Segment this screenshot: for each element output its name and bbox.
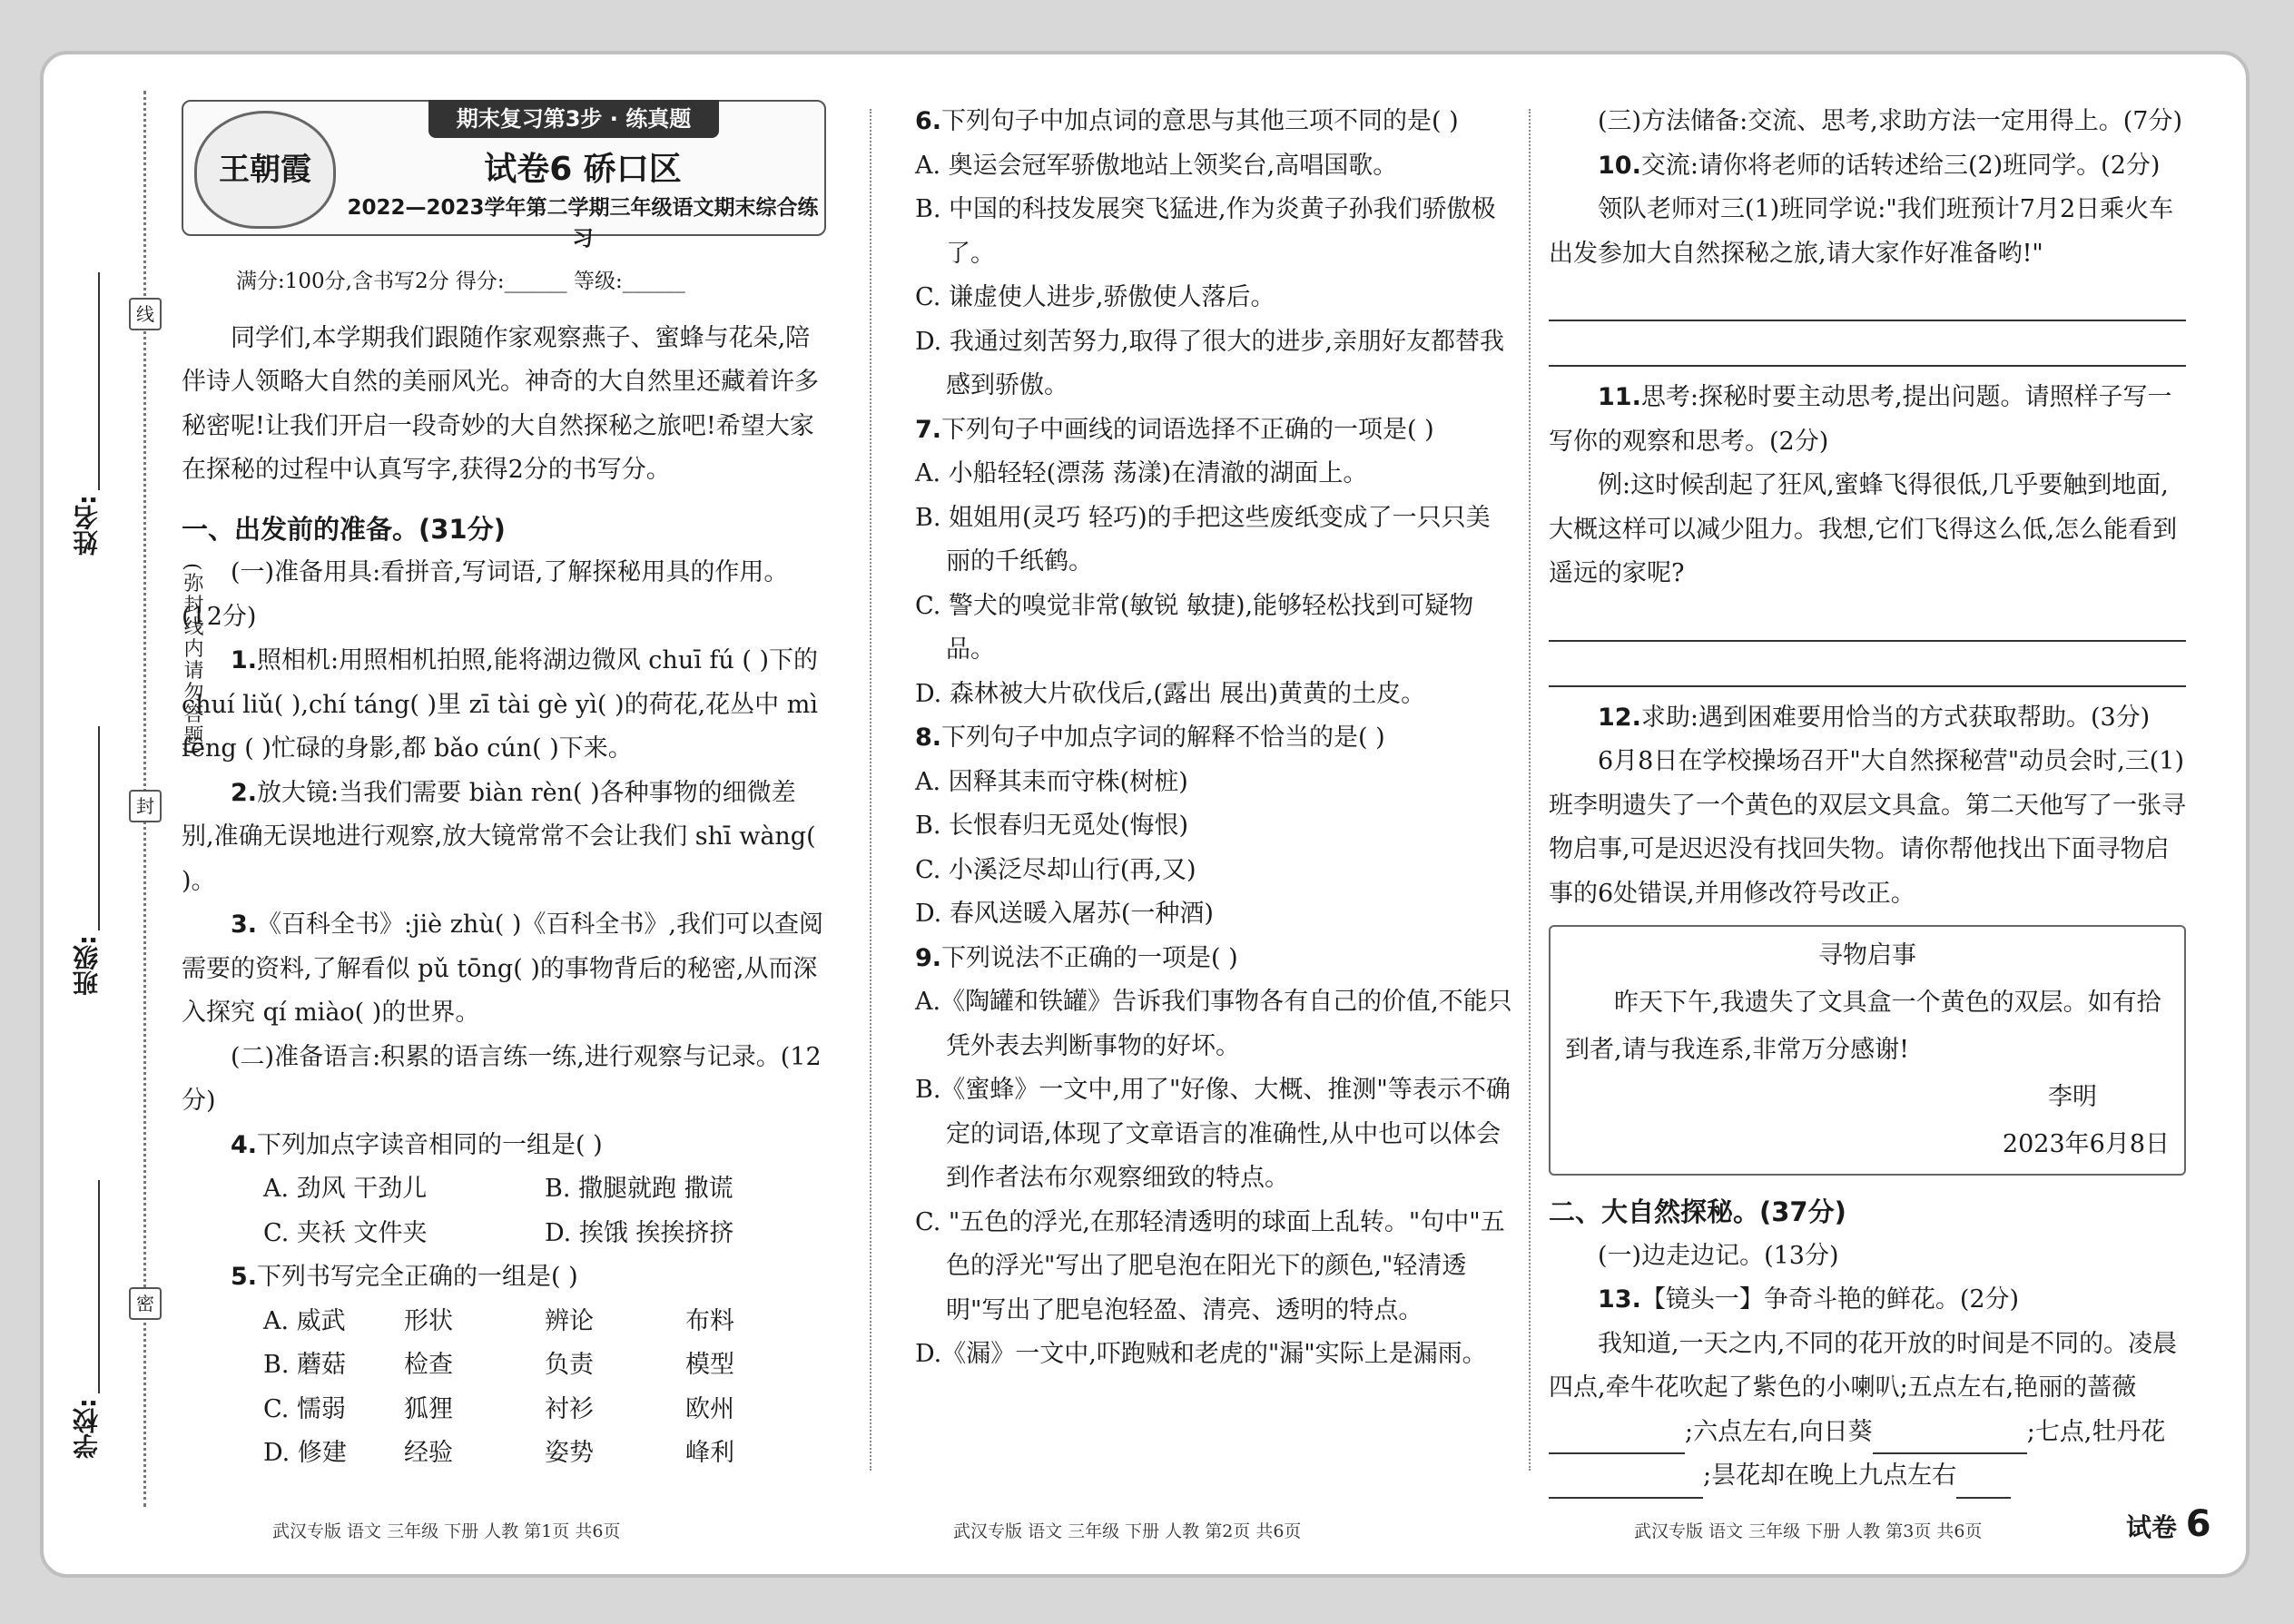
paper-number-badge: 试卷 6	[2126, 1503, 2211, 1545]
seal-mark-mi: 密	[129, 1287, 162, 1320]
q5-cell[interactable]: B. 蘑菇	[263, 1351, 347, 1379]
question-4-options	[182, 1167, 826, 1255]
q5-cell: 峰利	[685, 1439, 734, 1467]
q7-option-b[interactable]: B. 姐姐用(灵巧 轻巧)的手把这些废纸变成了一只只美丽的千纸鹤。	[915, 503, 1491, 576]
q7-option-d[interactable]: D. 森林被大片砍伐后,(露出 展出)黄黄的土皮。	[915, 679, 1426, 708]
answer-line[interactable]	[1549, 642, 2186, 687]
q5-cell: 布料	[685, 1306, 734, 1335]
question-5-options	[182, 1300, 826, 1476]
question-13: 13.【镜头一】争奇斗艳的鲜花。(2分)	[1598, 1285, 2020, 1314]
question-4: 4.下列加点字读音相同的一组是( )	[231, 1130, 603, 1159]
question-11-example: 例:这时候刮起了狂风,蜜蜂飞得很低,几乎要触到地面,大概这样可以减少阻力。我想,它们飞得这么低,怎么能看到遥远的家呢?	[1549, 471, 2178, 587]
question-10-text: 领队老师对三(1)班同学说:"我们班预计7月2日乘火车出发参加大自然探秘之旅,请大家作好准备哟!"	[1549, 195, 2174, 268]
question-5: 5.下列书写完全正确的一组是( )	[231, 1263, 578, 1291]
class-label: 班级:	[72, 935, 102, 997]
q5-cell[interactable]: A. 威武	[263, 1306, 346, 1335]
page-footer-3: 武汉专版 语文 三年级 下册 人教 第3页 共6页	[1634, 1521, 1983, 1541]
q7-option-a[interactable]: A. 小船轻轻(漂荡 荡漾)在清澈的湖面上。	[915, 459, 1368, 487]
question-9: 9.下列说法不正确的一项是( )	[915, 943, 1238, 972]
q9-option-c[interactable]: C. "五色的浮光,在那轻清透明的球面上乱转。"句中"五色的浮光"写出了肥皂泡在阳光下的颜色,"轻清透明"写出了肥皂泡轻盈、清亮、透明的特点。	[915, 1207, 1505, 1324]
q5-cell: 负责	[545, 1351, 594, 1379]
part-a-title: (一)边走边记。(13分)	[1598, 1241, 1839, 1270]
score-meta: 满分:100分,含书写2分 得分:______ 等级:______	[236, 270, 685, 293]
question-12: 12.求助:遇到困难要用恰当的方式获取帮助。(3分)	[1598, 703, 2151, 732]
binding-strip	[69, 91, 203, 1507]
class-field[interactable]	[98, 726, 100, 930]
question-10: 10.交流:请你将老师的话转述给三(2)班同学。(2分)	[1598, 151, 2161, 180]
review-banner: 期末复习第3步 · 练真题	[428, 100, 719, 138]
question-8: 8.下列句子中加点字词的解释不恰当的是( )	[915, 723, 1385, 752]
q4-option-d[interactable]: D. 挨饿 挨挨挤挤	[545, 1218, 734, 1247]
q4-option-a[interactable]: A. 劲风 干劲儿	[263, 1175, 428, 1203]
answer-line[interactable]	[1549, 596, 2186, 642]
question-13-text[interactable]: 我知道,一天之内,不同的花开放的时间是不同的。凌晨四点,牵牛花吹起了紫色的小喇叭;五点左右,艳丽的蔷薇;六点左右,向日葵 ;七点,牡丹花;昙花却在晚上九点左右	[1549, 1323, 2186, 1499]
q5-cell[interactable]: D. 修建	[263, 1439, 347, 1467]
q5-cell: 形状	[404, 1306, 453, 1335]
seal-note: (弥封线内请勿答题)	[181, 563, 203, 757]
page-footer-2: 武汉专版 语文 三年级 下册 人教 第2页 共6页	[953, 1521, 1302, 1541]
question-6: 6.下列句子中加点词的意思与其他三项不同的是( )	[915, 107, 1459, 135]
page-footer-1: 武汉专版 语文 三年级 下册 人教 第1页 共6页	[272, 1521, 621, 1541]
paper-title: 试卷6 硚口区	[484, 151, 682, 188]
q6-option-b[interactable]: B. 中国的科技发展突飞猛进,作为炎黄子孙我们骄傲极了。	[915, 195, 1496, 268]
notice-signer: 李明	[2048, 1083, 2097, 1111]
part-3-title: (三)方法储备:交流、思考,求助方法一定用得上。(7分)	[1598, 107, 2182, 135]
q5-cell: 姿势	[545, 1439, 594, 1467]
q8-option-b[interactable]: B. 长恨春归无觅处(悔恨)	[915, 812, 1189, 840]
q8-option-a[interactable]: A. 因释其耒而守株(树桩)	[915, 767, 1188, 796]
seal-mark-feng: 封	[129, 790, 162, 822]
column-3	[1549, 100, 2186, 1499]
question-11: 11.思考:探秘时要主动思考,提出问题。请照样子写一写你的观察和思考。(2分)	[1549, 383, 2172, 456]
brand-logo: 王朝霞	[194, 111, 336, 229]
answer-line[interactable]	[1549, 321, 2186, 367]
q6-option-d[interactable]: D. 我通过刻苦努力,取得了很大的进步,亲朋好友都替我感到骄傲。	[915, 327, 1505, 399]
q5-cell: 衬衫	[545, 1394, 594, 1423]
q5-cell: 狐狸	[404, 1394, 453, 1423]
column-1	[182, 100, 826, 1476]
column-divider	[870, 109, 871, 1471]
question-3[interactable]: 3.《百科全书》:jiè zhù( )《百科全书》,我们可以查阅需要的资料,了解看似 pǔ tōng( )的事物背后的秘密,从而深入探究 qí miào( )的世界。	[182, 910, 823, 1027]
school-label: 学校:	[72, 1398, 102, 1460]
q6-option-a[interactable]: A. 奥运会冠军骄傲地站上领奖台,高唱国歌。	[915, 151, 1398, 180]
part-2-title: (二)准备语言:积累的语言练一练,进行观察与记录。(12分)	[182, 1042, 822, 1115]
notice-title: 寻物启事	[1818, 941, 1916, 969]
question-7: 7.下列句子中画线的词语选择不正确的一项是( )	[915, 415, 1434, 444]
name-field[interactable]	[98, 272, 100, 490]
section-2-title: 二、大自然探秘。(37分)	[1549, 1196, 1846, 1227]
q9-option-d[interactable]: D.《漏》一文中,吓跑贼和老虎的"漏"实际上是漏雨。	[915, 1340, 1487, 1368]
q5-cell: 模型	[685, 1351, 734, 1379]
q5-cell: 检查	[404, 1351, 453, 1379]
lost-notice-box	[1549, 925, 2186, 1176]
paper-subtitle: 2022—2023学年第二学期三年级语文期末综合练习	[347, 196, 819, 251]
section-1-title: 一、出发前的准备。(31分)	[182, 513, 506, 545]
q9-option-b[interactable]: B.《蜜蜂》一文中,用了"好像、大概、推测"等表示不确定的词语,体现了文章语言的准确性,从中也可以体会到作者法布尔观察细致的特点。	[915, 1076, 1511, 1192]
intro-paragraph: 同学们,本学期我们跟随作家观察燕子、蜜蜂与花朵,陪伴诗人领略大自然的美丽风光。神奇的大自然里还藏着许多秘密呢!让我们开启一段奇妙的大自然探秘之旅吧!希望大家在探秘的过程中认真写字,获得2分的书写分。	[182, 323, 819, 484]
notice-body[interactable]: 昨天下午,我遗失了文具盒一个黄色的双层。如有拾到者,请与我连系,非常万分感谢!	[1565, 989, 2161, 1064]
answer-line[interactable]	[1549, 276, 2186, 321]
q5-cell: 经验	[404, 1439, 453, 1467]
school-field[interactable]	[98, 1180, 100, 1393]
q9-option-a[interactable]: A.《陶罐和铁罐》告诉我们事物各有自己的价值,不能只凭外表去判断事物的好坏。	[915, 988, 1512, 1060]
q7-option-c[interactable]: C. 警犬的嗅觉非常(敏锐 敏捷),能够轻松找到可疑物品。	[915, 591, 1474, 664]
q4-option-c[interactable]: C. 夹袄 文件夹	[263, 1218, 428, 1247]
q8-option-c[interactable]: C. 小溪泛尽却山行(再,又)	[915, 855, 1196, 884]
question-12-text: 6月8日在学校操场召开"大自然探秘营"动员会时,三(1)班李明遗失了一个黄色的双层文具盒。第二天他写了一张寻物启事,可是迟迟没有找回失物。请你帮他找出下面寻物启事的6处错误,并用修改符号改正。	[1549, 747, 2186, 908]
q5-cell: 欧州	[685, 1394, 734, 1423]
q5-cell[interactable]: C. 懦弱	[263, 1394, 346, 1423]
question-1[interactable]: 1.照相机:用照相机拍照,能将湖边微风 chuī fú ( )下的 chuí liǔ( ),chí táng( )里 zī tài gè yì( )的荷花,花丛中 mì fēng ( )忙碌的身影,都 bǎo cún( )下来。	[182, 646, 819, 763]
question-2[interactable]: 2.放大镜:当我们需要 biàn rèn( )各种事物的细微差别,准确无误地进行观察,放大镜常常不会让我们 shī wàng( )。	[182, 778, 816, 895]
q6-option-c[interactable]: C. 谦虚使人进步,骄傲使人落后。	[915, 283, 1275, 311]
part-1-title: (一)准备用具:看拼音,写词语,了解探秘用具的作用。(12分)	[182, 558, 789, 631]
notice-date: 2023年6月8日	[2002, 1130, 2170, 1158]
q4-option-b[interactable]: B. 撒腿就跑 撒谎	[545, 1175, 733, 1203]
q8-option-d[interactable]: D. 春风送暖入屠苏(一种酒)	[915, 900, 1214, 928]
q5-cell: 辨论	[545, 1306, 594, 1335]
column-divider	[1529, 109, 1531, 1471]
column-2	[915, 100, 1514, 1377]
name-label: 姓名:	[72, 495, 102, 556]
seal-mark-xian: 线	[129, 298, 162, 330]
paper-header	[182, 100, 826, 251]
